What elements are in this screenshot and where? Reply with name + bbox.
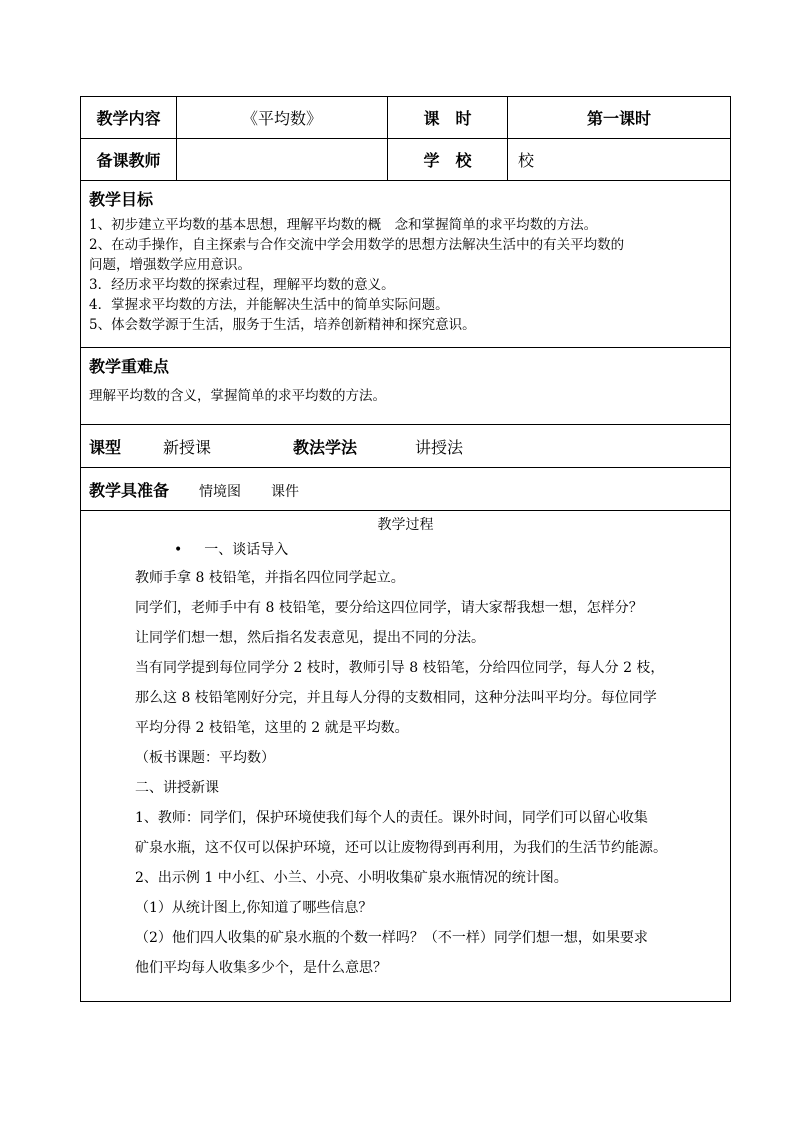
period-value: 第一课时 (508, 97, 731, 139)
lesson-type-row (81, 425, 731, 468)
process-line: 二、讲授新课 (135, 780, 219, 796)
lesson-plan-table (80, 96, 731, 1002)
materials-item: 课件 (271, 483, 299, 500)
process-row (81, 511, 731, 1002)
process-section-heading (89, 537, 722, 563)
process-line: 教师手拿 8 枝铅笔，并指名四位同学起立。 (135, 570, 405, 586)
process-line: （板书课题：平均数） (135, 750, 275, 766)
key-points-text: 理解平均数的含义，掌握简单的求平均数的方法。 (89, 388, 386, 404)
process-line: 那么这 8 枝铅笔刚好分完，并且每人分得的支数相同，这种分法叫平均分。每位同学 (135, 690, 657, 706)
content-label: 教学内容 (81, 97, 177, 139)
key-points-title: 教学重难点 (89, 357, 170, 376)
process-line: （1）从统计图上,你知道了哪些信息？ (135, 900, 373, 916)
lesson-type-value: 新授课 (163, 437, 212, 457)
method-value: 讲授法 (415, 437, 464, 457)
objectives-row (81, 181, 731, 348)
process-line: 他们平均每人收集多少个，是什么意思？ (135, 960, 387, 976)
process-title: 教学过程 (377, 517, 434, 533)
bullet-icon: • (174, 542, 183, 558)
materials-item: 情境图 (199, 483, 241, 500)
materials-row (81, 468, 731, 511)
objective-line: 3．经历求平均数的探索过程，理解平均数的意义。 (89, 277, 395, 293)
lesson-type-label: 课型 (89, 437, 122, 457)
method-label: 教法学法 (293, 437, 358, 457)
key-points-row (81, 348, 731, 425)
process-line: 平均分得 2 枝铅笔，这里的 2 就是平均数。 (135, 720, 409, 736)
process-line: 让同学们想一想，然后指名发表意见，提出不同的分法。 (135, 630, 485, 646)
objective-line: 问题，增强数学应用意识。 (89, 257, 251, 273)
process-line: 矿泉水瓶，这不仅可以保护环境，还可以让废物得到再利用，为我们的生活节约能源。 (135, 840, 667, 856)
school-label: 学 校 (388, 139, 508, 181)
teacher-label: 备课教师 (81, 139, 177, 181)
process-line: 当有同学提到每位同学分 2 枝时，教师引导 8 枝铅笔，分给四位同学，每人分 2 枝， (135, 660, 665, 676)
key-points-cell (81, 348, 731, 425)
process-line: 同学们，老师手中有 8 枝铅笔，要分给这四位同学，请大家帮我想一想，怎样分？ (135, 600, 643, 616)
teacher-value (177, 139, 388, 181)
objectives-title: 教学目标 (89, 190, 154, 209)
header-row-2 (81, 139, 731, 181)
materials-cell (81, 468, 731, 511)
process-line: （2）他们四人收集的矿泉水瓶的个数一样吗？（不一样）同学们想一想，如果要求 (135, 930, 648, 946)
objective-line: 2、在动手操作，自主探索与合作交流中学会用数学的思想方法解决生活中的有关平均数的 (89, 237, 625, 253)
content-value: 《平均数》 (177, 97, 388, 139)
objective-line: 5、体会数学源于生活，服务于生活，培养创新精神和探究意识。 (89, 317, 476, 333)
objective-line: 1、初步建立平均数的基本思想，理解平均数的概 念和掌握简单的求平均数的方法。 (89, 217, 598, 233)
period-label: 课 时 (388, 97, 508, 139)
process-line: 2、出示例 1 中小红、小兰、小亮、小明收集矿泉水瓶情况的统计图。 (135, 870, 568, 886)
process-section-1: 一、谈话导入 (204, 542, 289, 558)
process-cell (81, 511, 731, 1002)
school-value: 校 (508, 139, 731, 181)
process-line: 1、教师：同学们，保护环境使我们每个人的责任。课外时间，同学们可以留心收集 (135, 810, 648, 826)
lesson-type-cell (81, 425, 731, 468)
header-row-1 (81, 97, 731, 139)
materials-label: 教学具准备 (89, 480, 170, 500)
objectives-cell (81, 181, 731, 348)
objective-line: 4．掌握求平均数的方法，并能解决生活中的简单实际问题。 (89, 297, 449, 313)
